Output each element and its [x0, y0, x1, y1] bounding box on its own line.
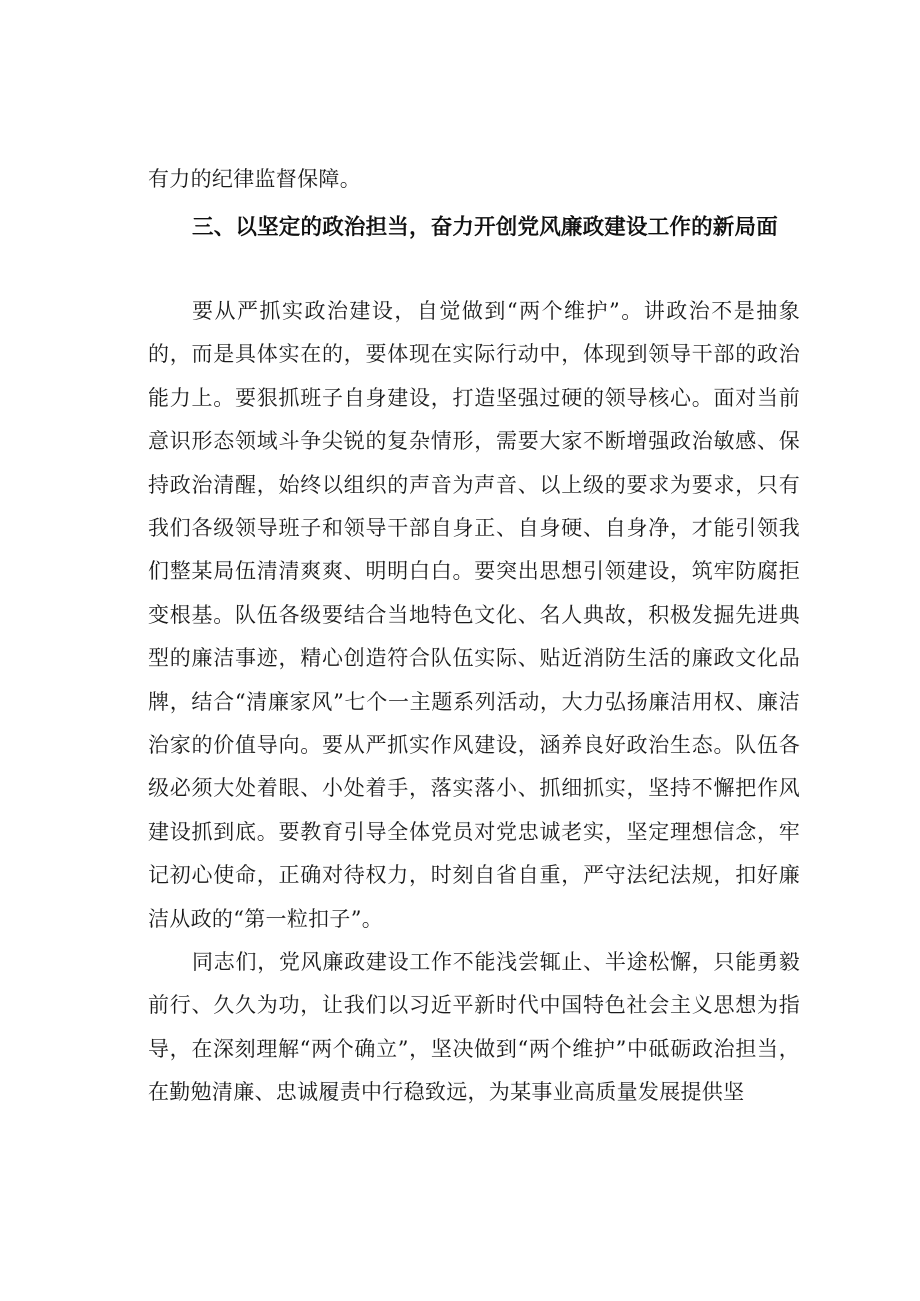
section-heading: 三、以坚定的政治担当，奋力开创党风廉政建设工作的新局面 — [192, 215, 778, 240]
body-paragraph-1: 要从严抓实政治建设，自觉做到“两个维护”。讲政治不是抽象的，而是具体实在的，要体现在实际行动中，体现到领导干部的政治能力上。要狠抓班子自身建设，打造坚强过硬的领导核心。面对当前意识形态领域斗争尖锐的复杂情形，需要大家不断增强政治敏感、保持政治清醒，始终以组织的声音为声音、以上级的要求为要求，只有我们各级领导班子和领导干部自身正、自身硬、自身净，才能引领我们整某局伍清清爽爽、明明白白。要突出思想引领建设，筑牢防腐拒变根基。队伍各级要结合当地特色文化、名人典故，积极发掘先进典型的廉洁事迹，精心创造符合队伍实际、贴近消防生活的廉政文化品牌，结合“清廉家风”七个一主题系列活动，大力弘扬廉洁用权、廉洁治家的价值导向。要从严抓实作风建设，涵养良好政治生态。队伍各级必须大处着眼、小处着手，落实落小、抓细抓实，坚持不懈把作风建设抓到底。要教育引导全体党员对党忠诚老实，坚定理想信念，牢记初心使命，正确对待权力，时刻自省自重，严守法纪法规，扣好廉洁从政的“第一粒扣子”。 — [148, 299, 800, 931]
continuation-text: 有力的纪律监督保障。 — [148, 167, 361, 191]
body-paragraph-2: 同志们，党风廉政建设工作不能浅尝辄止、半途松懈，只能勇毅前行、久久为功，让我们以习近平新时代中国特色社会主义思想为指导，在深刻理解“两个确立”，坚决做到“两个维护”中砥砺政治担当，在勤勉清廉、忠诚履责中行稳致远，为某事业高质量发展提供坚 — [148, 950, 800, 1105]
